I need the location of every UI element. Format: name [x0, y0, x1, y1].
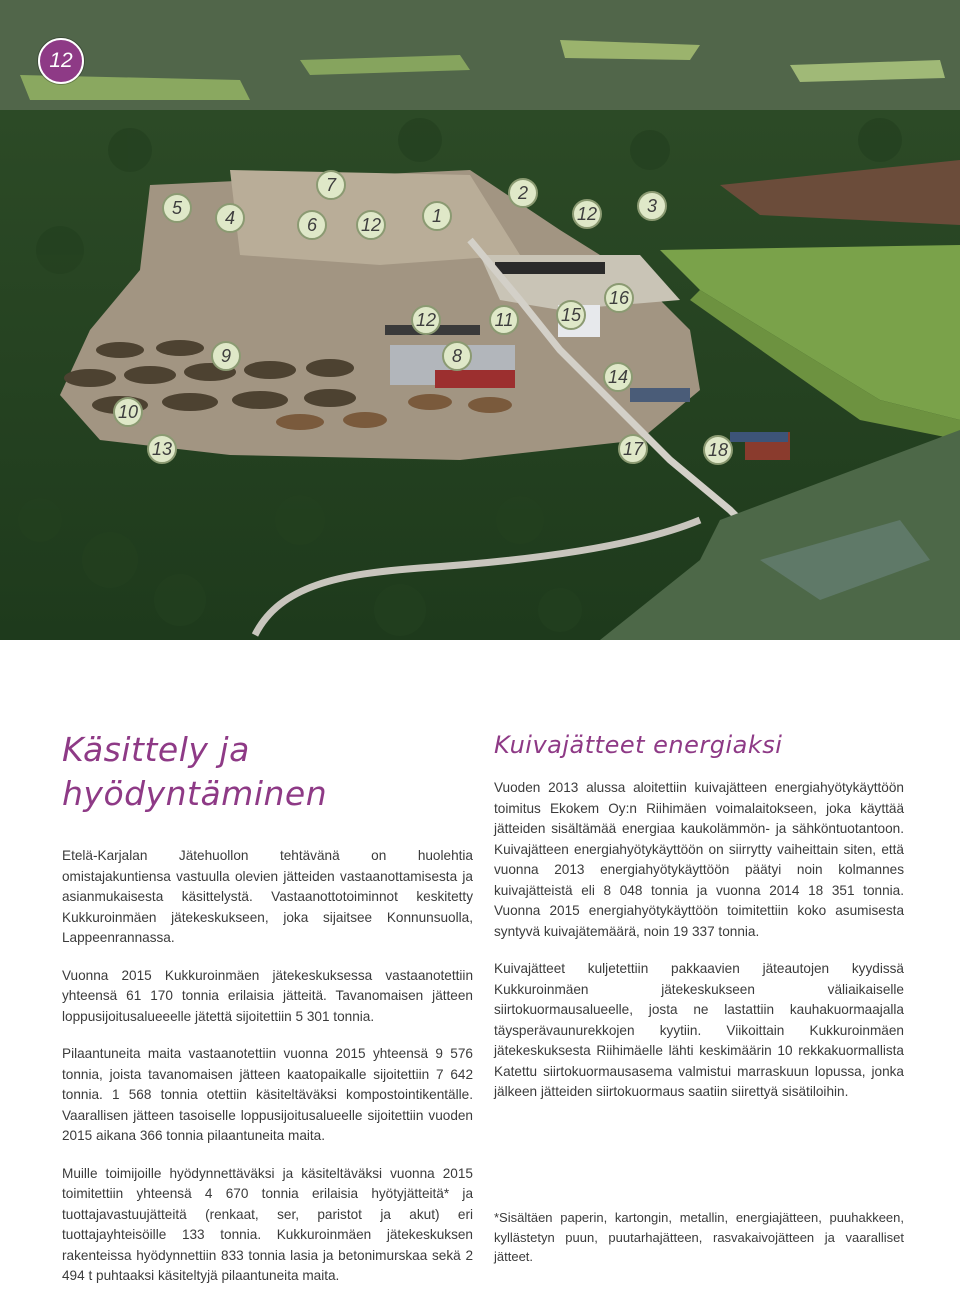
site-marker: 18	[703, 435, 733, 465]
paragraph: Kuivajätteet kuljetettiin pakkaavien jäteautojen kyydissä Kukkuroinmäen jätekeskukseen väliaikaiselle siirtokuormausalueelle, josta ne lastattiin kauhakuormaajalla täysperävaunurekkojen kyytiin. Viikoittain Kukkuroinmäen jätekeskuksesta Riihimäelle lähti keskimäärin 10 rekkakuormallista Katettu siirtokuormausasema valmistui marraskuun lopussa, jonka jälkeen jätteiden siirtokuormaus saatiin siirettyä sisätiloihin.	[494, 961, 904, 1099]
heading-line-2: hyödyntäminen	[62, 774, 328, 813]
site-marker: 4	[215, 203, 245, 233]
section-heading	[62, 728, 473, 816]
paragraph: Muille toimijoille hyödynnettäväksi ja käsiteltäväksi vuonna 2015 toimitettiin yhteensä 4 670 tonnia erilaisia hyötyjätteitä* ja tuottajavastuujätteitä (renkaat, ser, paristot ja akut) eri tuottajayhteisöille 133 tonnia. Kukkuroinmäen jätekeskuksen rakenteissa hyödynnettiin 833 tonnia lasia ja betonimurskaa sekä 2 494 t puhtaaksi käsiteltyjä pilaantuneita maita.	[62, 1165, 473, 1283]
site-marker: 15	[556, 300, 586, 330]
footnote	[494, 1208, 904, 1284]
footnote-text: *Sisältäen paperin, kartongin, metallin, energiajätteen, puuhakkeen, kyllästetyn puun, puutarhajätteen, rasvakaivojätteen ja vaaralliset jätteet.	[494, 1210, 904, 1264]
site-marker: 12	[411, 305, 441, 335]
paragraph: Etelä-Karjalan Jätehuollon tehtävänä on huolehtia omistajakuntiensa vastuulla olevien jätteiden vastaanottamisesta ja asianmukaisesta käsittelystä. Vastaanottotoiminnot keskitetty Kukkuroinmäen jätekeskukseen, joka sijaitsee Konnunsuolla, Lappeenrannassa.	[62, 848, 473, 945]
page-number-badge: 12	[38, 38, 84, 84]
site-marker: 16	[604, 283, 634, 313]
left-column	[62, 728, 473, 1304]
site-marker: 12	[356, 210, 386, 240]
paragraph: Vuonna 2015 Kukkuroinmäen jätekeskuksessa vastaanotettiin yhteensä 61 170 tonnia erilaisia jätteitä. Tavanomaisen jätteen loppusijoitusalueeelle jätettä sijoitettiin 5 301 tonnia.	[62, 967, 473, 1024]
aerial-photo-illustration	[0, 0, 960, 640]
site-marker: 1	[422, 201, 452, 231]
site-marker: 13	[147, 434, 177, 464]
site-marker: 7	[316, 170, 346, 200]
heading-line-1: Käsittely ja	[62, 730, 250, 769]
aerial-photo	[0, 0, 960, 640]
site-marker: 5	[162, 193, 192, 223]
site-marker: 8	[442, 341, 472, 371]
site-marker: 9	[211, 341, 241, 371]
paragraph: Vuoden 2013 alussa aloitettiin kuivajätteen energiahyötykäyttöön toimitus Ekokem Oy:n Riihimäen voimalaitokseen, joka käyttää jätteiden sisältämää energiaa kaukolämmön- ja sähköntuotantoon. Kuivajätteen energiahyötykäyttöön on siirrytty vaiheittain siten, että vuonna 2013 energiahyötykäyttöön päätyi noin kolmannes kuivajätteistä eli 8 048 tonnia ja vuonna 2014 18 351 tonnia. Vuonna 2015 energiahyötykäyttöön toimitettiin koko asumisesta syntyvä kuivajätemäärä, noin 19 337 tonnia.	[494, 780, 904, 939]
site-marker: 6	[297, 210, 327, 240]
right-column	[494, 728, 904, 1120]
site-marker: 17	[618, 434, 648, 464]
site-marker: 10	[113, 397, 143, 427]
section-heading: Kuivajätteet energiaksi	[494, 731, 783, 759]
site-marker: 11	[489, 305, 519, 335]
site-marker: 14	[603, 362, 633, 392]
site-marker: 2	[508, 178, 538, 208]
site-marker: 12	[572, 199, 602, 229]
site-marker: 3	[637, 191, 667, 221]
paragraph: Pilaantuneita maita vastaanotettiin vuonna 2015 yhteensä 9 576 tonnia, joista tavanomaisen jätteen kaatopaikalle sijoitettiin 7 642 tonnia. 1 568 tonnia otettiin käsiteltäväksi kompostointikentälle. Vaarallisen jätteen tasoiselle loppusijoitusalueelle sijoitettiin vuoden 2015 aikana 366 tonnia pilaantuneita maita.	[62, 1046, 473, 1143]
